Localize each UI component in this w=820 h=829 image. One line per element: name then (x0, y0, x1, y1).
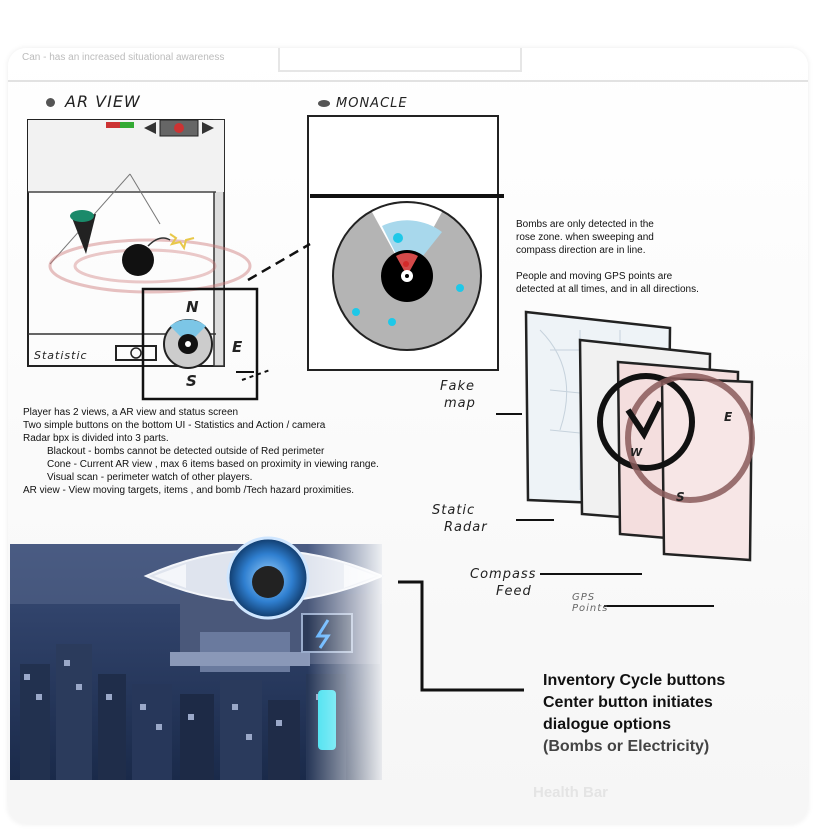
static-radar-label: Static Radar (432, 503, 488, 535)
faded-header-box (278, 48, 522, 72)
callout-line-2: Center button initiates (543, 694, 713, 711)
fake-map-label: Fake map (440, 379, 476, 411)
radar-gps-dot (388, 318, 396, 326)
radar-note-line: compass direction are in line. (516, 245, 646, 256)
compass-feed-label: Compass Feed (470, 567, 537, 599)
layer-south-label: S (676, 490, 686, 504)
monocle-sketch (306, 114, 506, 384)
faded-header-text: Can - has an increased situational awareness (22, 52, 225, 63)
dashed-connector (240, 240, 330, 380)
ar-inventory-item-icon (174, 123, 184, 133)
radar-note-line: detected at all times, and in all directions. (516, 284, 699, 295)
ar-health-red (106, 122, 120, 128)
compass-east-label: E (232, 338, 244, 356)
layer-west-label: W (630, 446, 644, 459)
connector-line-upper (248, 244, 310, 280)
bomb-icon (122, 244, 154, 276)
bullet-icon (46, 98, 55, 107)
gps-points-label: GPS Points (572, 592, 609, 614)
ar-target-marker-cap (70, 210, 94, 222)
callout-line-1: Inventory Cycle buttons (543, 672, 726, 689)
callout-line (398, 582, 524, 690)
radar-notes (516, 218, 699, 296)
radar-gps-dot (456, 284, 464, 292)
radar-note-spacer (516, 257, 699, 270)
note-line: Two simple buttons on the bottom UI - Statistics and Action / camera (23, 420, 326, 431)
compass-south-label: S (186, 372, 198, 390)
note-line: Visual scan - perimeter watch of other players. (47, 472, 253, 483)
ar-view-title: AR VIEW (46, 92, 141, 111)
right-fade (10, 544, 382, 780)
compass-north-label: N (186, 298, 200, 316)
radar-bomb-dot (403, 261, 409, 267)
callout-bracket (396, 574, 536, 694)
connector-line-lower (242, 370, 270, 380)
ar-mini-player (185, 341, 191, 347)
callout-line-3: dialogue options (543, 716, 671, 733)
radar-note-line: People and moving GPS points are (516, 271, 673, 282)
callout-line-4: (Bombs or Electricity) (543, 738, 710, 755)
main-notes (23, 406, 379, 497)
note-line: Blackout - bombs cannot be detected outside of Red perimeter (47, 446, 325, 457)
note-line: Player has 2 views, a AR view and status screen (23, 407, 239, 418)
header-divider (8, 80, 808, 82)
health-bar-label: Health Bar (533, 784, 609, 801)
radar-note-line: Bombs are only detected in the (516, 219, 654, 230)
radar-gps-dot (393, 233, 403, 243)
bullet-icon (318, 100, 330, 107)
note-line: Radar bpx is divided into 3 parts. (23, 433, 169, 444)
layer-east-label: E (724, 410, 734, 424)
inventory-callout (543, 670, 725, 758)
radar-gps-dot (352, 308, 360, 316)
radar-note-line: rose zone. when sweeping and (516, 232, 654, 243)
statistic-button[interactable]: Statistic (34, 349, 88, 362)
monocle-title: MONACLE (318, 96, 408, 111)
note-line: Cone - Current AR view , max 6 items based on proximity in viewing range. (47, 459, 379, 470)
note-line: AR view - View moving targets, items , and bomb /Tech hazard proximities. (23, 485, 355, 496)
game-ui-mockup (10, 544, 390, 784)
camera-icon (131, 348, 141, 358)
radar-player-center (405, 274, 409, 278)
ar-health-green (120, 122, 134, 128)
